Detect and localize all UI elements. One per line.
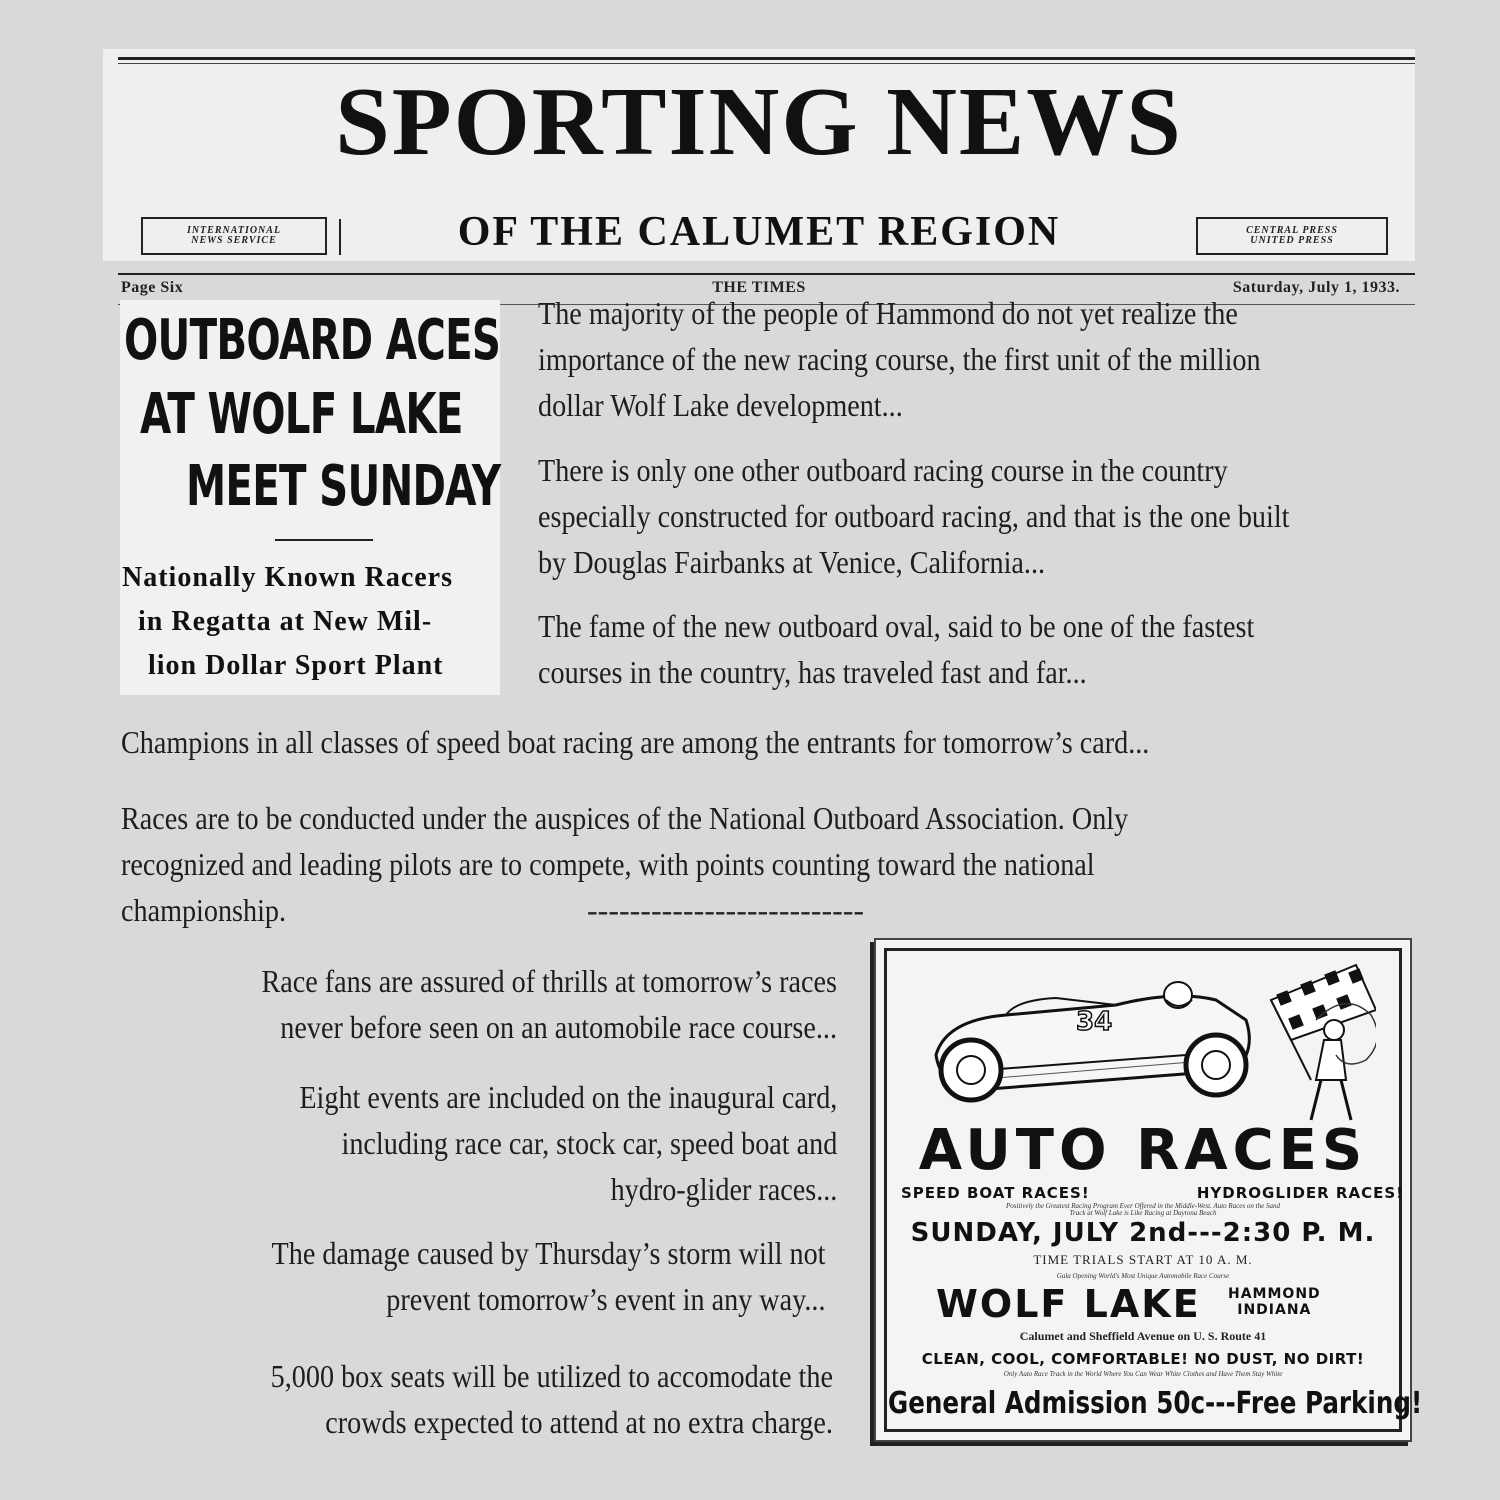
headline-line: AT WOLF LAKE xyxy=(140,382,463,447)
headline-clipping xyxy=(120,300,500,695)
section-divider: -------------------------- xyxy=(587,892,865,928)
ad-subheading: HYDROGLIDER RACES! xyxy=(1196,1184,1404,1202)
masthead-rule xyxy=(118,273,1415,275)
article-paragraph: The damage caused by Thursday’s storm will not prevent tomorrow’s event in any way... xyxy=(271,1235,825,1317)
headline-line: MEET SUNDAY xyxy=(186,454,501,519)
masthead-title: SPORTING NEWS xyxy=(335,68,1183,176)
ad-location: Calumet and Sheffield Avenue on U. S. Route 41 xyxy=(1019,1329,1267,1343)
ad-subheading: SPEED BOAT RACES! xyxy=(901,1184,1090,1202)
article-paragraph: Champions in all classes of speed boat racing are among the entrants for tomorrow’s card... xyxy=(121,724,1150,760)
ad-title: AUTO RACES xyxy=(918,1118,1368,1183)
article-paragraph: Eight events are included on the inaugural card, including race car, stock car, speed boat and hydro-glider races... xyxy=(299,1079,837,1207)
headline-rule xyxy=(275,539,373,541)
masthead-subtitle: OF THE CALUMET REGION xyxy=(457,209,1061,255)
masthead-rule xyxy=(118,63,1415,64)
ad-city: HAMMOND INDIANA xyxy=(1228,1286,1321,1318)
car-number: 34 xyxy=(1076,1007,1113,1037)
ad-fine-print: Only Auto Race Track in the World Where You Can Wear White Clothes and Have Them Stay White xyxy=(1003,1370,1283,1378)
page-number: Page Six xyxy=(121,279,184,296)
ad-fine-print: Track at Wolf Lake is Like Racing at Daytona Beach xyxy=(1069,1209,1217,1217)
ad-time-trials: TIME TRIALS START AT 10 A. M. xyxy=(1033,1252,1253,1267)
article-paragraph: Race fans are assured of thrills at tomorrow’s races never before seen on an automobile race course... xyxy=(261,963,838,1045)
article-paragraph: 5,000 box seats will be utilized to accomodate the crowds expected to attend at no extra charge. xyxy=(270,1358,833,1440)
masthead xyxy=(103,49,1415,296)
article-paragraph: The fame of the new outboard oval, said to be one of the fastest courses in the country, has traveled fast and far... xyxy=(538,608,1255,690)
article-paragraph: The majority of the people of Hammond do not yet realize the importance of the new racing course, the first unit of the million dollar Wolf Lake development... xyxy=(538,295,1261,423)
race-car-illustration xyxy=(916,960,1376,1130)
auto-races-advertisement xyxy=(874,938,1423,1442)
deck-line: Nationally Known Racers xyxy=(122,562,453,593)
ad-venue: WOLF LAKE xyxy=(936,1282,1201,1326)
ad-fine-print: Gala Opening World's Most Unique Automobile Race Course xyxy=(1056,1272,1230,1280)
ad-fine-print: Positively the Greatest Racing Program Ever Offered in the Middle-West. Auto Races on the Sand xyxy=(1006,1202,1280,1210)
article-paragraph: Races are to be conducted under the auspices of the National Outboard Association. Only recognized and leading pilots are to compete, with points counting toward the national championship. xyxy=(121,800,1129,928)
paper-name: THE TIMES xyxy=(712,279,806,296)
ad-tagline: CLEAN, COOL, COMFORTABLE! NO DUST, NO DIRT! xyxy=(921,1350,1365,1368)
wire-service-box-right: CENTRAL PRESS UNITED PRESS xyxy=(1196,217,1388,255)
ad-admission: General Admission 50c---Free Parking! xyxy=(888,1386,1423,1421)
headline-line: OUTBOARD ACES xyxy=(124,308,501,373)
article-paragraph: There is only one other outboard racing course in the country especially constructed for outboard racing, and that is the one built by Douglas Fairbanks at Venice, California... xyxy=(538,452,1290,580)
ad-event-date: SUNDAY, JULY 2nd---2:30 P. M. xyxy=(910,1218,1376,1248)
wire-service-box-left: INTERNATIONAL NEWS SERVICE xyxy=(141,217,327,255)
deck-line: lion Dollar Sport Plant xyxy=(148,650,444,681)
issue-date: Saturday, July 1, 1933. xyxy=(1232,279,1400,296)
flagman-figure xyxy=(1311,1020,1351,1120)
masthead-rule xyxy=(118,57,1415,60)
deck-line: in Regatta at New Mil- xyxy=(138,606,433,637)
